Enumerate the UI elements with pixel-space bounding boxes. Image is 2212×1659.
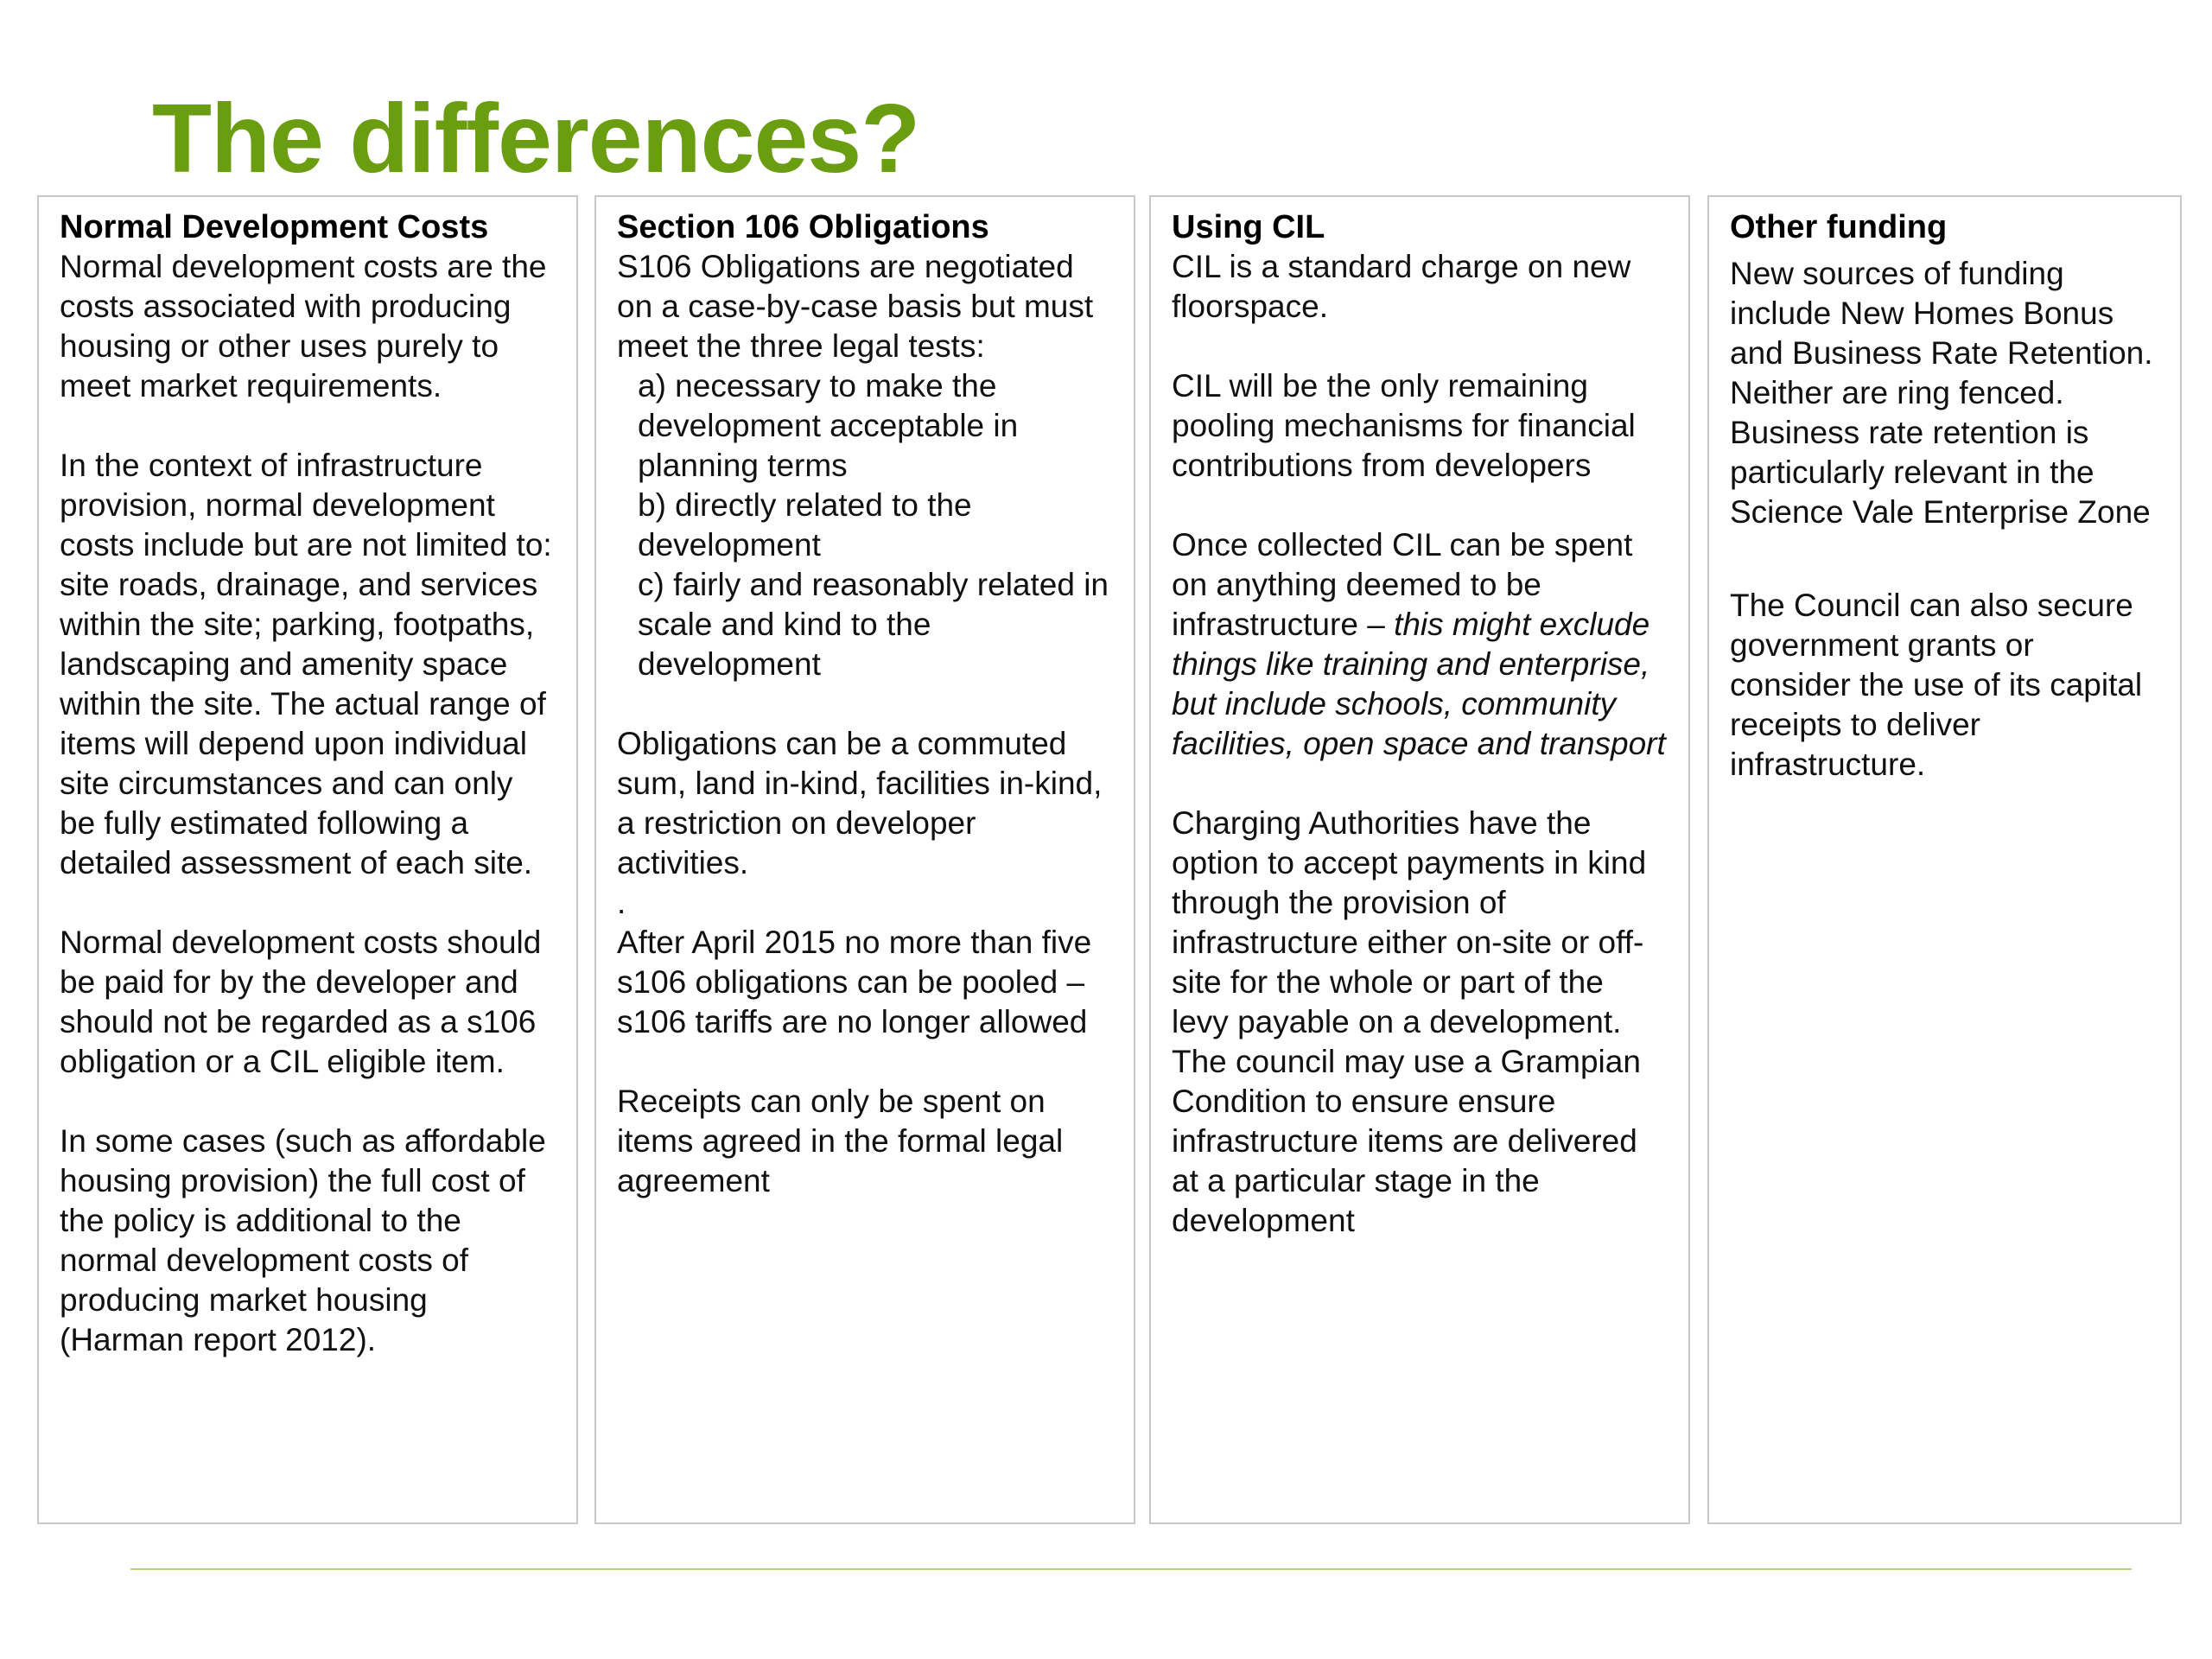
paragraph xyxy=(1172,525,1666,764)
column-heading: Normal Development Costs xyxy=(60,209,489,245)
column-section-106-obligations xyxy=(594,195,1135,1524)
paragraph: Obligations can be a commuted sum, land in-kind, facilities in-kind, a restriction on developer activities. xyxy=(617,726,1103,880)
slide-title: The differences? xyxy=(152,84,920,193)
column-other-funding xyxy=(1707,195,2182,1524)
paragraph: New sources of funding include New Homes Bonus and Business Rate Retention. Neither are ring fenced. Business rate retention is particularly relevant in the Science Vale Enterprise Zone xyxy=(1730,256,2153,530)
paragraph: CIL will be the only remaining pooling mechanisms for financial contributions from developers xyxy=(1172,368,1636,483)
paragraph: In some cases (such as affordable housing provision) the full cost of the policy is additional to the normal development costs of producing market housing (Harman report 2012). xyxy=(60,1123,546,1357)
paragraph-plain-text: Once collected CIL can be spent on anything deemed to be infrastructure – xyxy=(1172,527,1633,642)
paragraph: After April 2015 no more than five s106 obligations can be pooled – s106 tariffs are no longer allowed xyxy=(617,925,1092,1039)
paragraph: Charging Authorities have the option to accept payments in kind through the provision of infrastructure either on-site or off-site for the whole or part of the levy payable on a development. The council may use a Grampian Condition to ensure ensure infrastructure items are delivered at a particular stage in the development xyxy=(1172,805,1647,1238)
column-normal-development-costs xyxy=(37,195,578,1524)
legal-test-b: b) directly related to the development xyxy=(638,487,972,563)
paragraph: Receipts can only be spent on items agreed in the formal legal agreement xyxy=(617,1084,1064,1198)
column-heading: Section 106 Obligations xyxy=(617,209,989,245)
column-heading: Other funding xyxy=(1730,209,1948,245)
paragraph: S106 Obligations are negotiated on a case-by-case basis but must meet the three legal tests: xyxy=(617,249,1094,364)
legal-test-a: a) necessary to make the development acceptable in planning terms xyxy=(638,368,1019,483)
paragraph: The Council can also secure government grants or consider the use of its capital receipts to deliver infrastructure. xyxy=(1730,588,2143,782)
paragraph: CIL is a standard charge on new floorspace. xyxy=(1172,249,1631,324)
dot-separator: . xyxy=(617,885,626,920)
legal-test-c: c) fairly and reasonably related in scale and kind to the development xyxy=(638,567,1109,682)
paragraph: Normal development costs should be paid for by the developer and should not be regarded as a s106 obligation or a CIL eligible item. xyxy=(60,925,542,1079)
footer-rule xyxy=(130,1568,2132,1570)
paragraph-italic-text: this might exclude things like training and enterprise, but include schools, community facilities, open space and transport xyxy=(1172,607,1666,761)
paragraph: In the context of infrastructure provision, normal development costs include but are not limited to: site roads, drainage, and services within the site; parking, footpaths, landscaping and amenity space within the site. The actual range of items will depend upon individual site circumstances and can only be fully estimated following a detailed assessment of each site. xyxy=(60,448,552,880)
column-using-cil xyxy=(1149,195,1690,1524)
column-heading: Using CIL xyxy=(1172,209,1325,245)
paragraph: Normal development costs are the costs associated with producing housing or other uses purely to meet market requirements. xyxy=(60,249,547,404)
